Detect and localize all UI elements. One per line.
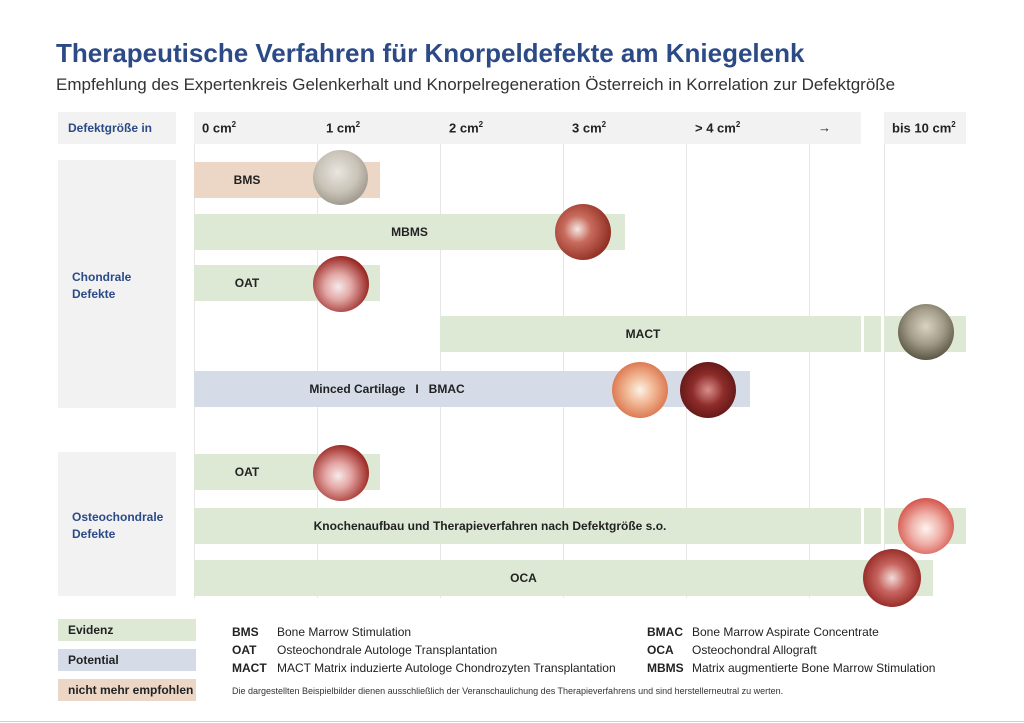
bmac-image [680, 362, 736, 418]
footnote: Die dargestellten Beispielbilder dienen ausschließlich der Veranschaulichung des Therapieverfahrens und sind herstellerneutral zu werten. [232, 686, 784, 696]
legend-potential: Potential [58, 649, 196, 671]
oca-image [863, 549, 921, 607]
bar-oat-chondral: OAT [194, 265, 380, 301]
abbr-mbms: MBMS [647, 661, 684, 675]
tick-arrow: → [818, 120, 831, 135]
abbr-oat: OAT [232, 643, 257, 657]
def-oca: Osteochondral Allograft [692, 643, 817, 657]
bar-oat-osteochondral: OAT [194, 454, 380, 490]
bar-bms: BMS [194, 162, 380, 198]
bottom-divider [0, 721, 1024, 722]
abbr-mact: MACT [232, 661, 267, 675]
mact-image [898, 304, 954, 360]
bar-gap-fill [881, 506, 884, 546]
knochenaufbau-image [898, 498, 954, 554]
axis-label-text: Defektgröße in [68, 121, 153, 135]
bar-gap-fill [861, 314, 864, 354]
tick-2: 2 $cm^2$ [449, 120, 484, 136]
tick-4: > 4 $cm^2$ [695, 120, 741, 136]
legend-evidenz: Evidenz [58, 619, 196, 641]
abbr-bmac: BMAC [647, 625, 683, 639]
axis-label [58, 112, 176, 144]
tick-0: 0 $cm^2$ [202, 120, 237, 136]
def-bmac: Bone Marrow Aspirate Concentrate [692, 625, 879, 639]
bar-knochenaufbau: Knochenaufbau und Therapieverfahren nach Defektgröße s.o. [194, 508, 966, 544]
tick-10: bis 10 $cm^2$ [892, 120, 956, 136]
tick-3: 3 $cm^2$ [572, 120, 607, 136]
bar-gap-fill [861, 506, 864, 546]
section-chondral-label: Chondrale Defekte [72, 270, 132, 301]
axis-header-bar [194, 112, 861, 144]
bar-oca: OCA [194, 560, 933, 596]
def-oat: Osteochondrale Autologe Transplantation [277, 643, 498, 657]
abbr-bms: BMS [232, 625, 259, 639]
def-bms: Bone Marrow Stimulation [277, 625, 412, 639]
page-title: Therapeutische Verfahren für Knorpeldefekte am Kniegelenk [56, 38, 805, 68]
bar-mact: MACT [440, 316, 966, 352]
oat-osteochondral-image [313, 445, 369, 501]
bar-mbms: MBMS [194, 214, 625, 250]
page-subtitle: Empfehlung des Expertenkreis Gelenkerhalt und Knorpelregeneration Österreich in Korrelation zur Defektgröße [56, 75, 896, 94]
mbms-image [555, 204, 611, 260]
oat-chondral-image [313, 256, 369, 312]
legend-nicht-mehr-empfohlen: nicht mehr empfohlen [58, 679, 196, 701]
abbr-oca: OCA [647, 643, 674, 657]
tick-1: 1 $cm^2$ [326, 120, 361, 136]
def-mact: MACT Matrix induzierte Autologe Chondrozyten Transplantation [277, 661, 616, 675]
bar-gap-fill [881, 314, 884, 354]
minced-cartilage-image [612, 362, 668, 418]
bar-minced-bmac: Minced Cartilage I BMAC [194, 371, 750, 407]
def-mbms: Matrix augmentierte Bone Marrow Stimulation [692, 661, 936, 675]
section-osteochondral-label: Osteochondrale Defekte [72, 510, 164, 541]
bms-image [313, 150, 368, 205]
